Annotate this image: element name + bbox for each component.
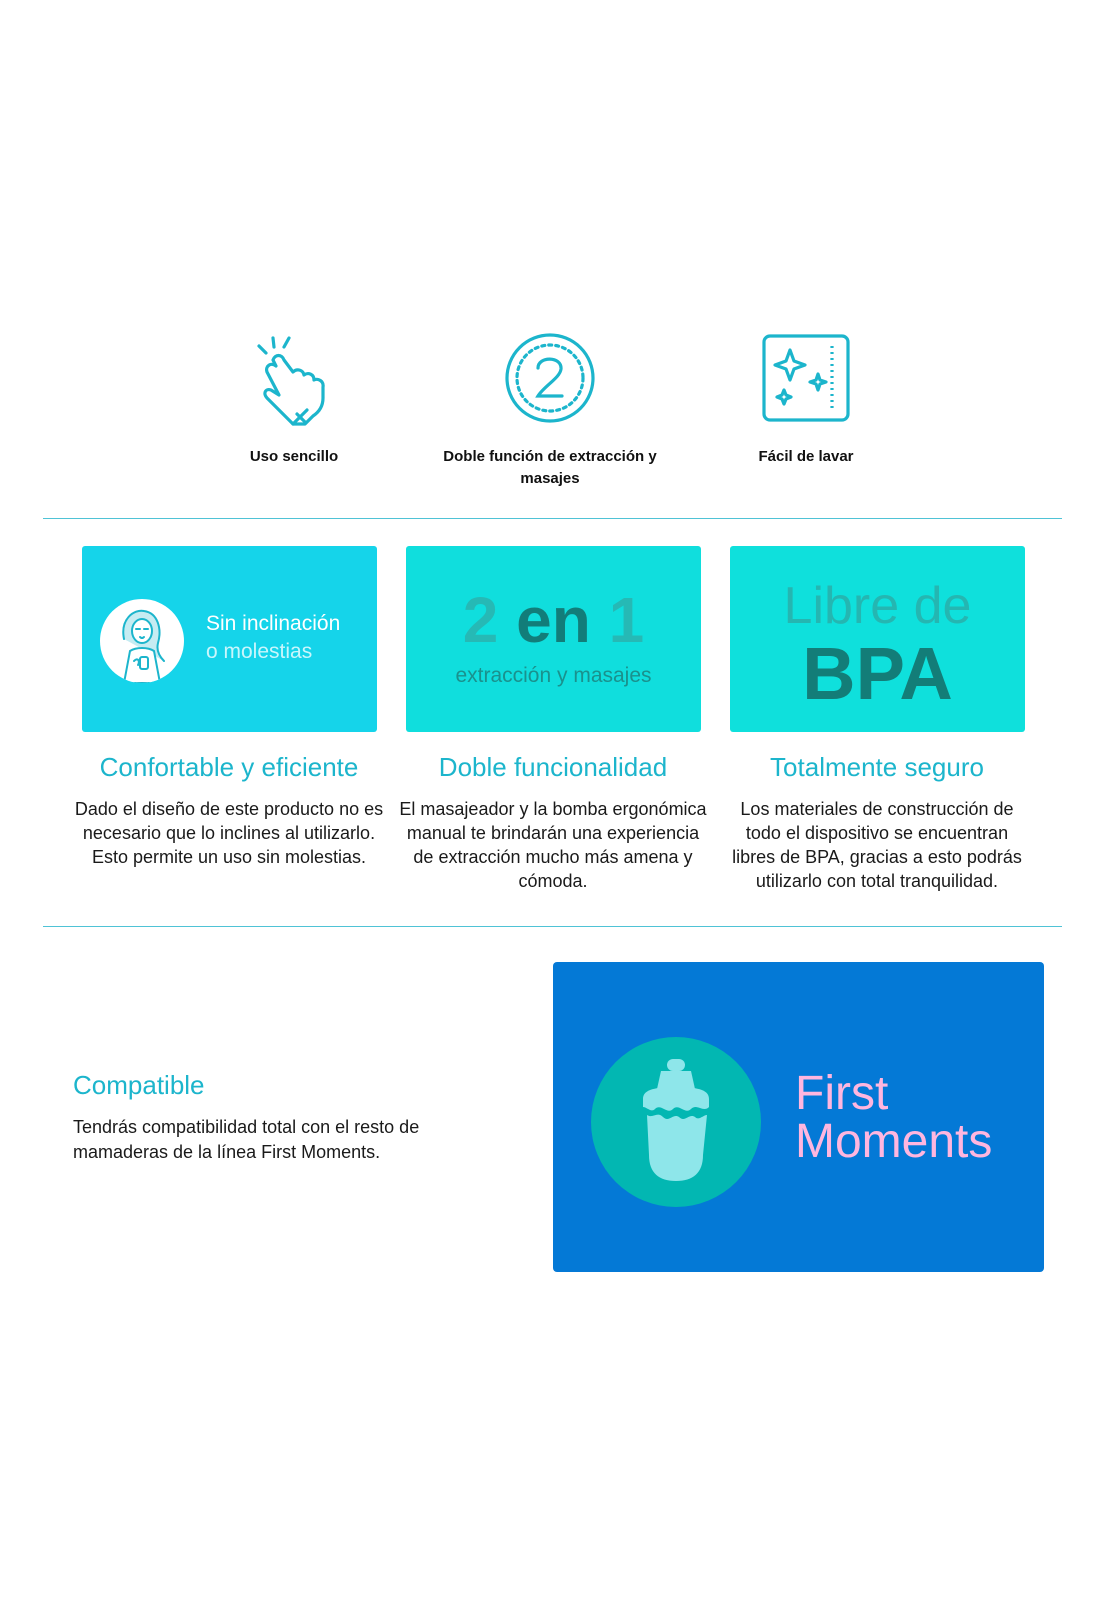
card2-banner-num2: 1	[608, 584, 645, 656]
card2-title: Doble funcionalidad	[438, 752, 668, 782]
section-divider-bottom	[43, 926, 1062, 927]
card-banner-libre-bpa	[730, 546, 1025, 732]
card-banner-sin-inclinacion	[82, 546, 377, 732]
brand-line1: First	[795, 1067, 889, 1120]
card3-description: Los materiales de construcción de todo el dispositivo se encuentran libres de BPA, gracias a esto podrás utilizarlo con total tranquilidad.	[732, 799, 1022, 891]
card1-banner-line1: Sin inclinación	[206, 612, 341, 635]
compatible-title: Compatible	[73, 1070, 205, 1100]
sparkle-clean-icon	[760, 332, 852, 428]
first-moments-banner	[553, 962, 1044, 1272]
baby-bottle-icon	[591, 1037, 761, 1207]
brand-line2: Moments	[795, 1115, 993, 1168]
card2-banner-en: en	[516, 584, 591, 656]
section-divider-top	[43, 518, 1062, 519]
card2-banner-headline	[406, 584, 701, 656]
mother-illustration-icon	[100, 599, 184, 683]
tap-hand-icon	[249, 332, 341, 428]
feature-label-doble-funcion: Doble función de extracción y masajes	[443, 448, 657, 487]
card3-banner-line2: BPA	[802, 632, 953, 715]
card1-description: Dado el diseño de este producto no es necesario que lo inclines al utilizarlo. Esto permite un uso sin molestias.	[74, 799, 384, 867]
card2-description: El masajeador y la bomba ergonómica manual te brindarán una experiencia de extracción mucho más amena y cómoda.	[399, 799, 707, 891]
feature-label-uso-sencillo: Uso sencillo	[249, 448, 339, 465]
card2-banner-sub: extracción y masajes	[455, 664, 652, 687]
card-banner-2-en-1	[406, 546, 701, 732]
first-moments-brand	[795, 1067, 993, 1168]
card3-banner-line1: Libre de	[783, 577, 972, 635]
card1-title: Confortable y eficiente	[99, 752, 359, 782]
compatible-description: Tendrás compatibilidad total con el resto de mamaderas de la línea First Moments.	[73, 1117, 420, 1162]
card2-banner-num1: 2	[462, 584, 499, 656]
card3-title: Totalmente seguro	[770, 752, 984, 782]
feature-label-facil-lavar: Fácil de lavar	[758, 448, 854, 465]
number-two-icon	[504, 332, 596, 428]
card1-banner-line2: o molestias	[206, 640, 313, 663]
